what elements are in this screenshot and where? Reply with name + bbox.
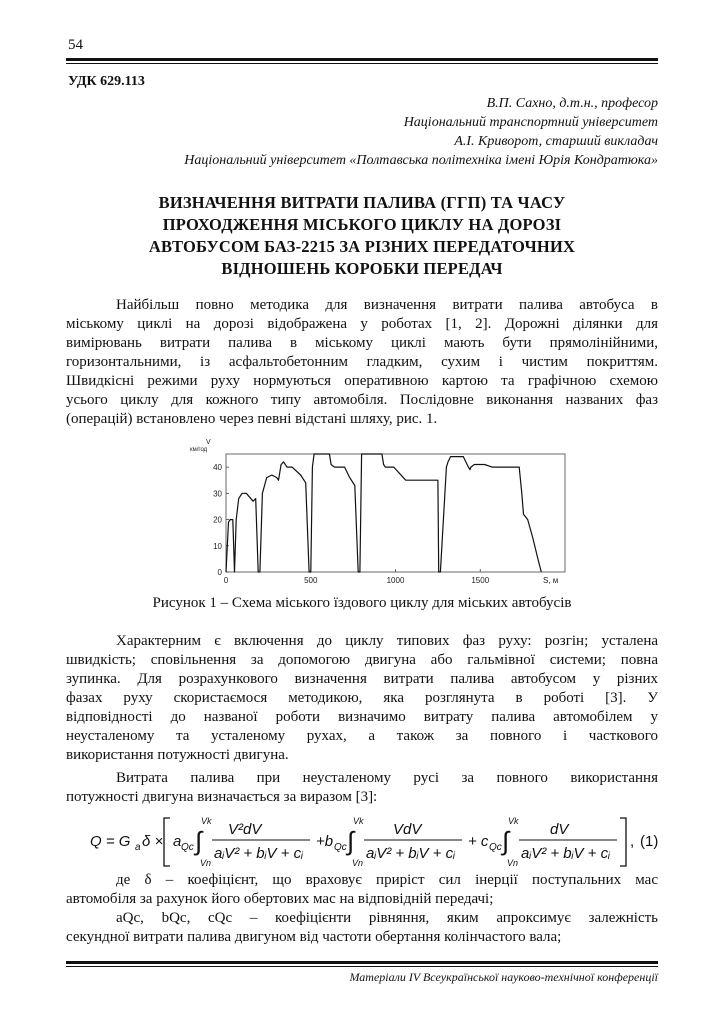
formula-lhs: Q = G — [90, 833, 131, 850]
author-1: В.П. Сахно, д.т.н., професор — [486, 96, 658, 111]
text-line: потужності двигуна визначається за виразом [3]: — [66, 789, 378, 805]
formula-cqc: + c — [468, 833, 489, 850]
paragraph-4 — [66, 871, 658, 947]
formula-sub: Qc — [334, 842, 347, 853]
text-line: фазах руху скористаємося методикою, яка розглянута в роботі [3]. У — [66, 690, 658, 706]
integral-2: ∫ — [347, 826, 355, 856]
figure-caption: Рисунок 1 – Схема міського їздового циклу для міських автобусів — [152, 595, 572, 611]
text-line: горизонтальними, із асфальтобетонним гладким, сухим і чистим покриттям. — [66, 354, 658, 370]
y-tick-label: 0 — [217, 568, 222, 577]
page-number: 54 — [68, 37, 83, 53]
formula-bracket-right — [620, 818, 626, 866]
text-line: Швидкісні режими руху нормуються оперативною картою та графічною схемою — [66, 373, 658, 389]
text-line: Витрата палива при неусталеному русі за повного використання — [116, 770, 658, 786]
x-tick-label: 1000 — [386, 576, 405, 585]
formula-delta: δ × — [142, 833, 164, 850]
text-line: швидкість; сповільнення за допомогою двигуна або гальмівної системи; повна — [66, 652, 658, 668]
header-rule-thin — [66, 63, 658, 64]
series-line — [226, 454, 541, 572]
y-axis-label: V — [206, 439, 211, 446]
integral-upper: Vk — [353, 816, 364, 826]
affiliation-2: Національний університет «Полтавська політехніка імені Юрія Кондратюка» — [184, 153, 658, 168]
integral-lower: Vn — [352, 858, 364, 868]
integral-1: ∫ — [195, 826, 203, 856]
x-axis-label: S, м — [542, 576, 559, 585]
y-tick-label: 40 — [213, 463, 222, 473]
formula-bqc: +b — [316, 833, 334, 850]
footer-rule — [66, 961, 658, 964]
formula-sub: Qc — [489, 842, 502, 853]
text-line: автомобіля за рахунок його обертових мас на відповідній передачі; — [66, 891, 494, 907]
formula-sub: Qc — [181, 842, 194, 853]
paragraph-3 — [66, 769, 658, 807]
paragraph-2 — [66, 632, 658, 765]
text-line: вимірювань витрати палива в міському циклі мають бути прямолінійними, — [66, 335, 658, 351]
text-line: міському циклі на дорозі відображена у роботах [1, 2]. Дорожні ділянки для — [66, 316, 658, 332]
text-line: неусталеному та усталеному рухах, а також за повного і часткового — [66, 728, 658, 744]
integral-3: ∫ — [502, 826, 510, 856]
header-rule — [66, 58, 658, 61]
speed-cycle-chart — [180, 438, 580, 593]
x-tick-label: 0 — [223, 576, 229, 585]
title-line: ВІДНОШЕНЬ КОРОБКИ ПЕРЕДАЧ — [221, 259, 503, 278]
formula-bracket-left — [164, 818, 170, 866]
text-line: Характерним є включення до циклу типових фаз руху: розгін; усталена — [116, 633, 658, 649]
x-tick-label: 500 — [304, 576, 318, 585]
text-line: Найбільш повно методика для визначення витрати палива автобуса в — [116, 297, 658, 313]
text-line: (операцій) встановлено через певні відстані шляху, рис. 1. — [66, 411, 438, 427]
plot-frame — [226, 454, 565, 572]
footer-rule-thin — [66, 966, 658, 967]
paper-title — [66, 192, 658, 280]
denominator-1: aᵢV² + bᵢV + cᵢ — [214, 845, 303, 862]
text-line: секундної витрати палива двигуном від частоти обертання колінчастого вала; — [66, 929, 562, 945]
text-line: відповідності до названої роботи визначимо витрату палива автомобілем у — [66, 709, 658, 725]
formula-comma: , — [630, 833, 635, 850]
formula-number: (1) — [640, 833, 659, 850]
author-2: А.І. Криворот, старший викладач — [454, 134, 658, 149]
title-line: ПРОХОДЖЕННЯ МІСЬКОГО ЦИКЛУ НА ДОРОЗІ — [162, 215, 562, 234]
denominator-3: aᵢV² + bᵢV + cᵢ — [521, 845, 610, 862]
numerator-3: dV — [550, 821, 569, 838]
x-tick-label: 1500 — [471, 576, 490, 585]
y-axis-unit: км/год — [190, 447, 208, 453]
paragraph-1 — [66, 296, 658, 429]
formula-aqc: a — [173, 833, 182, 850]
integral-lower: Vn — [507, 858, 519, 868]
title-line: АВТОБУСОМ БАЗ-2215 ЗА РІЗНИХ ПЕРЕДАТОЧНИХ — [148, 237, 576, 256]
affiliation-1: Національний транспортний університет — [403, 115, 658, 130]
y-tick-label: 30 — [213, 489, 222, 499]
integral-upper: Vk — [201, 816, 212, 826]
integral-upper: Vk — [508, 816, 519, 826]
denominator-2: aᵢV² + bᵢV + cᵢ — [366, 845, 455, 862]
y-tick-label: 10 — [213, 541, 222, 551]
text-line: aQc, bQc, cQc – коефіцієнти рівняння, яким апроксимує залежність — [116, 910, 658, 926]
title-line: ВИЗНАЧЕННЯ ВИТРАТИ ПАЛИВА (ГГП) ТА ЧАСУ — [158, 193, 566, 212]
formula-1 — [80, 812, 670, 870]
text-line: зупинка. Для розрахункового визначення витрати палива автобусом у різних — [66, 671, 658, 687]
text-line: усього циклу для кожного типу автомобіля. Послідовне виконання названих фаз — [66, 392, 658, 408]
udk-code: УДК 629.113 — [68, 74, 145, 89]
y-tick-label: 20 — [213, 515, 222, 525]
formula-sub-a: a — [135, 842, 141, 853]
numerator-1: V²dV — [228, 821, 262, 838]
footer-text: Матеріали IV Всеукраїнської науково-технічної конференції — [349, 970, 658, 984]
integral-lower: Vn — [200, 858, 212, 868]
text-line: використання потужності двигуна. — [66, 747, 289, 763]
authors-block — [184, 94, 658, 170]
text-line: де δ – коефіцієнт, що враховує приріст сил інерції поступальних мас — [116, 872, 658, 888]
numerator-2: VdV — [393, 821, 422, 838]
